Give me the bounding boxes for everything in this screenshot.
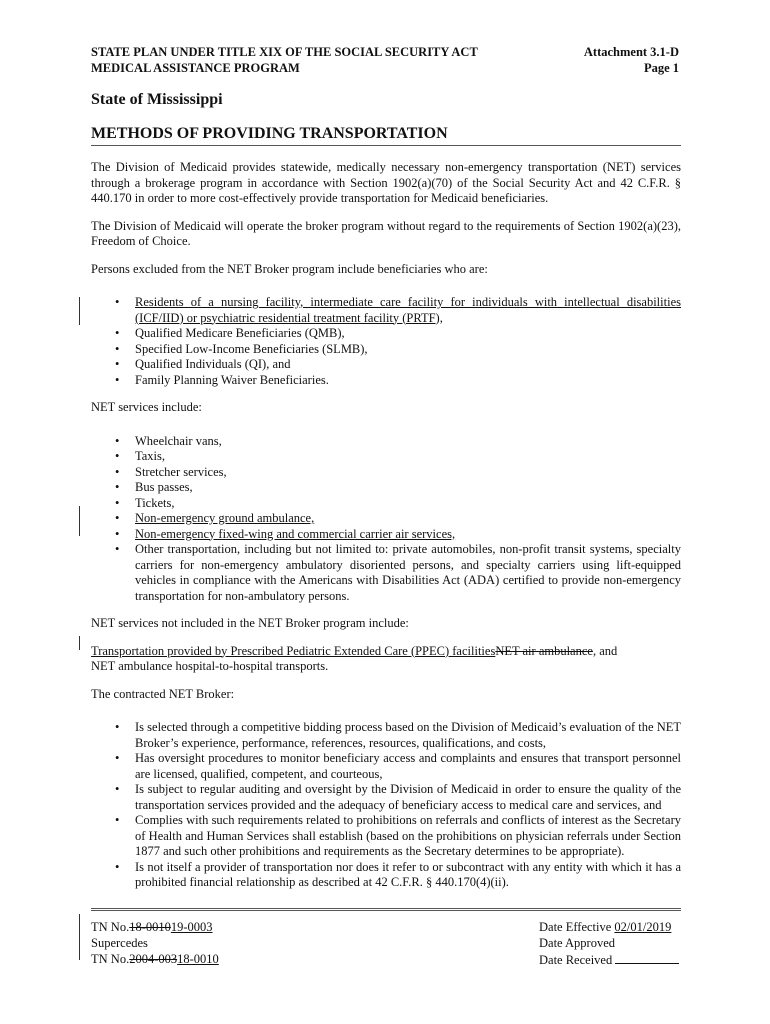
inserted-text: 19-0003 bbox=[170, 920, 213, 934]
list-item: • Complies with such requirements related to prohibitions on referrals and conflicts of interest as the Secretary of Health and Human Services shall establish (based on the prohibitions on physician referrals under Section 1877 and such other prohibitions and requirements as the Secretary determines to be appropriate). bbox=[135, 813, 681, 860]
page-number: Page 1 bbox=[643, 61, 679, 75]
header-plan-title: STATE PLAN UNDER TITLE XIX OF THE SOCIAL SECURITY ACT bbox=[91, 45, 478, 59]
list-item: • Other transportation, including but not limited to: private automobiles, non-profit transit systems, specialty carriers for non-emergency ambulatory disoriented persons, and specialty carriers using lift-equipped vehicles in compliance with the Americans with Disabilities Act (ADA) certified to provide non-emergency transportation for non-ambulatory persons. bbox=[135, 542, 681, 604]
list-item: • Bus passes, bbox=[135, 480, 681, 496]
list-item: • Is selected through a competitive bidding process based on the Division of Medicaid’s evaluation of the NET Broker’s experience, performance, references, resources, qualifications, and costs, bbox=[135, 720, 681, 751]
ambulance-transports-text: NET ambulance hospital-to-hospital transports. bbox=[91, 659, 329, 673]
list-item: • Wheelchair vans, bbox=[135, 434, 681, 450]
list-item: • Is not itself a provider of transportation nor does it refer to or subcontract with any entity with which it has a prohibited financial relationship as described at 42 C.F.R. § 440.170(4)(ii). bbox=[135, 860, 681, 891]
document-body bbox=[91, 160, 681, 903]
list-item: • Has oversight procedures to monitor beneficiary access and complaints and ensures that transport personnel are licensed, qualified, competent, and courteous, bbox=[135, 751, 681, 782]
broker-intro: The contracted NET Broker: bbox=[91, 686, 235, 701]
list-item: • Qualified Individuals (QI), and bbox=[135, 357, 681, 373]
footer-left bbox=[91, 919, 219, 967]
supercedes-label: Supercedes bbox=[91, 936, 148, 950]
list-item: • Non-emergency fixed-wing and commercial carrier air services, bbox=[135, 527, 681, 543]
services-intro: NET services include: bbox=[91, 400, 202, 414]
change-bar bbox=[79, 297, 80, 325]
footer bbox=[91, 908, 681, 967]
page-title: METHODS OF PROVIDING TRANSPORTATION bbox=[91, 125, 681, 146]
connector-text: , and bbox=[592, 643, 618, 658]
attachment-number: Attachment 3.1-D bbox=[583, 45, 679, 59]
list-item: • Residents of a nursing facility, intermediate care facility for individuals with intellectual disabilities (ICF/IID) or psychiatric residential treatment facility (PRTF), bbox=[135, 295, 681, 326]
header-left bbox=[91, 44, 478, 76]
freedom-of-choice-paragraph: The Division of Medicaid will operate the broker program without regard to the requirements of Section 1902(a)(23), Freedom of Choice. bbox=[91, 218, 681, 248]
excluded-list bbox=[91, 295, 681, 388]
deleted-text: 2004-003 bbox=[129, 952, 178, 966]
tn-number: TN No.18-001019-0003 bbox=[91, 920, 213, 934]
date-received: Date Received bbox=[539, 951, 679, 968]
date-approved: Date Approved bbox=[539, 936, 616, 950]
date-received-blank bbox=[615, 951, 679, 964]
superceded-tn-number: TN No.2004-00318-0010 bbox=[91, 952, 219, 966]
header-program: MEDICAL ASSISTANCE PROGRAM bbox=[91, 61, 300, 75]
change-bar bbox=[79, 636, 80, 650]
header-right bbox=[584, 44, 679, 76]
list-item: • Non-emergency ground ambulance, bbox=[135, 511, 681, 527]
not-included-paragraph bbox=[91, 644, 681, 675]
excluded-intro: Persons excluded from the NET Broker program include beneficiaries who are: bbox=[91, 261, 488, 276]
broker-list bbox=[91, 720, 681, 891]
list-item: • Stretcher services, bbox=[135, 465, 681, 481]
state-name: State of Mississippi bbox=[91, 91, 223, 108]
list-item: • Specified Low-Income Beneficiaries (SLMB), bbox=[135, 342, 681, 358]
list-item: • Taxis, bbox=[135, 449, 681, 465]
footer-right bbox=[539, 919, 679, 968]
list-item: • Tickets, bbox=[135, 496, 681, 512]
date-effective-value: 02/01/2019 bbox=[614, 920, 672, 934]
deleted-text: NET air ambulance bbox=[495, 643, 593, 658]
services-list bbox=[91, 434, 681, 605]
change-bar bbox=[79, 914, 80, 960]
intro-paragraph: The Division of Medicaid provides statewide, medically necessary non-emergency transportation (NET) services through a brokerage program in accordance with Section 1902(a)(70) of the Social Security Act and 42 C.F.R. § 440.170 in order to more cost-effectively provide transportation for Medicaid beneficiaries. bbox=[91, 160, 681, 205]
list-item: • Qualified Medicare Beneficiaries (QMB), bbox=[135, 326, 681, 342]
list-item: • Family Planning Waiver Beneficiaries. bbox=[135, 373, 681, 389]
change-bar bbox=[79, 506, 80, 536]
inserted-text: 18-0010 bbox=[177, 952, 219, 966]
inserted-text: Transportation provided by Prescribed Pediatric Extended Care (PPEC) facilities bbox=[91, 643, 496, 658]
not-included-intro: NET services not included in the NET Broker program include: bbox=[91, 616, 409, 630]
date-effective: Date Effective 02/01/2019 bbox=[539, 920, 672, 934]
deleted-text: 18-0010 bbox=[129, 920, 171, 934]
list-item: • Is subject to regular auditing and oversight by the Division of Medicaid in order to ensure the quality of the transportation services provided and the adequacy of beneficiary access to medical care and services, and bbox=[135, 782, 681, 813]
